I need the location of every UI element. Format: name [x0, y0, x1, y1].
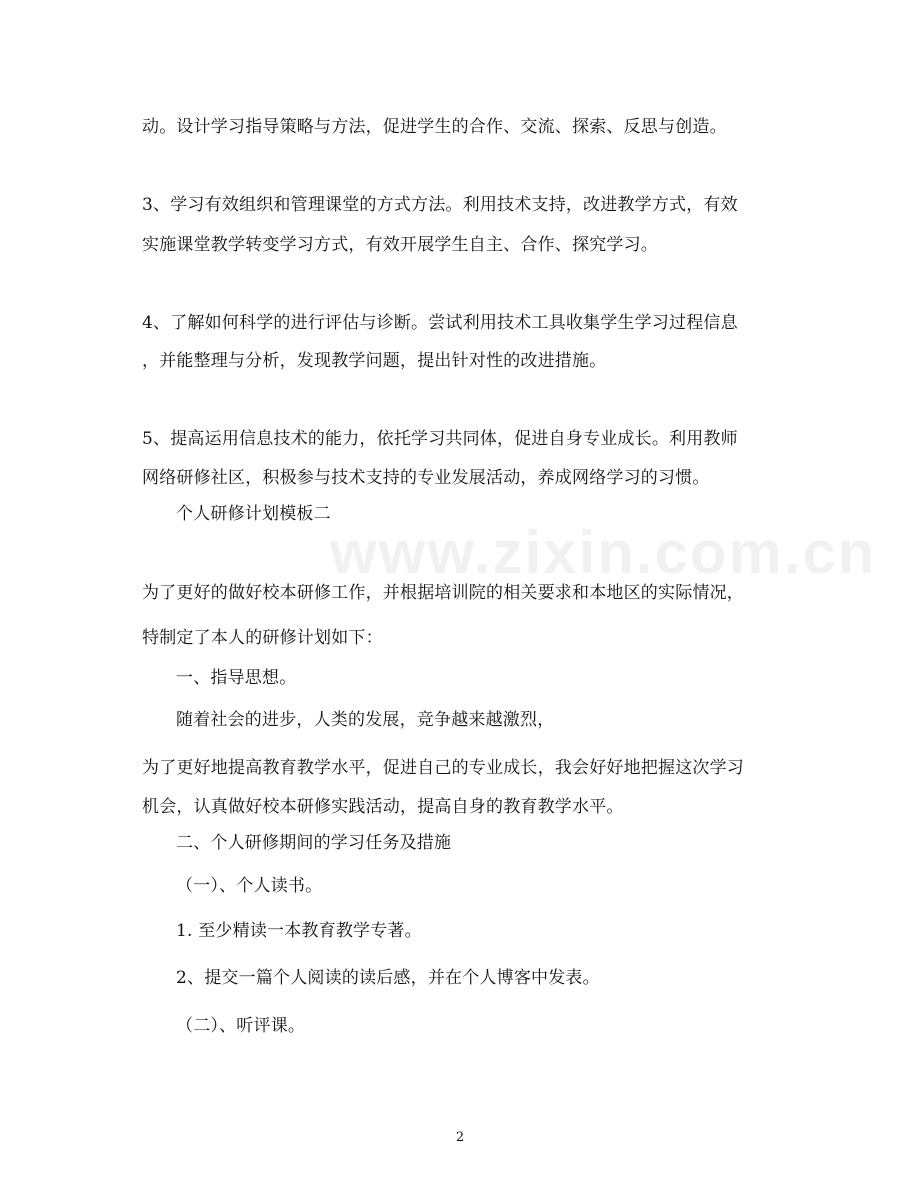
- list-item: 1. 至少精读一本教育教学专著。: [176, 921, 422, 941]
- text-line: 5、提高运用信息技术的能力，依托学习共同体，促进自身专业成长。利用教师: [142, 429, 738, 449]
- text-line: 为了更好地提高教育教学水平，促进自己的专业成长，我会好好地把握这次学习: [142, 758, 744, 778]
- section-heading: 二、个人研修期间的学习任务及措施: [176, 833, 452, 853]
- text-line: 动。设计学习指导策略与方法，促进学生的合作、交流、探索、反思与创造。: [142, 117, 727, 137]
- text-line: 实施课堂教学转变学习方式，有效开展学生自主、合作、探究学习。: [142, 235, 658, 255]
- text-line: 特制定了本人的研修计划如下：: [142, 628, 383, 648]
- text-line: 3、学习有效组织和管理课堂的方式方法。利用技术支持，改进教学方式，有效: [142, 195, 738, 215]
- watermark-logo: www.zixin.com.cn: [330, 519, 877, 586]
- text-line: 网络研修社区，积极参与技术支持的专业发展活动，养成网络学习的习惯。: [142, 468, 710, 488]
- text-line: 机会，认真做好校本研修实践活动，提高自身的教育教学水平。: [142, 797, 624, 817]
- section-heading: 一、指导思想。: [176, 668, 297, 688]
- section-heading: 个人研修计划模板二: [176, 504, 331, 524]
- text-line: 随着社会的进步，人类的发展，竞争越来越激烈，: [176, 710, 555, 730]
- page-number: 2: [455, 1130, 465, 1145]
- list-item: 2、提交一篇个人阅读的读后感，并在个人博客中发表。: [176, 968, 600, 988]
- text-line: 4、了解如何科学的进行评估与诊断。尝试利用技术工具收集学生学习过程信息: [142, 313, 738, 333]
- list-item: （一）、个人读书。: [176, 876, 323, 896]
- text-line: ，并能整理与分析，发现教学问题，提出针对性的改进措施。: [142, 351, 607, 371]
- list-item: （二）、听评课。: [176, 1016, 306, 1036]
- text-line: 为了更好的做好校本研修工作，并根据培训院的相关要求和本地区的实际情况，: [142, 583, 744, 603]
